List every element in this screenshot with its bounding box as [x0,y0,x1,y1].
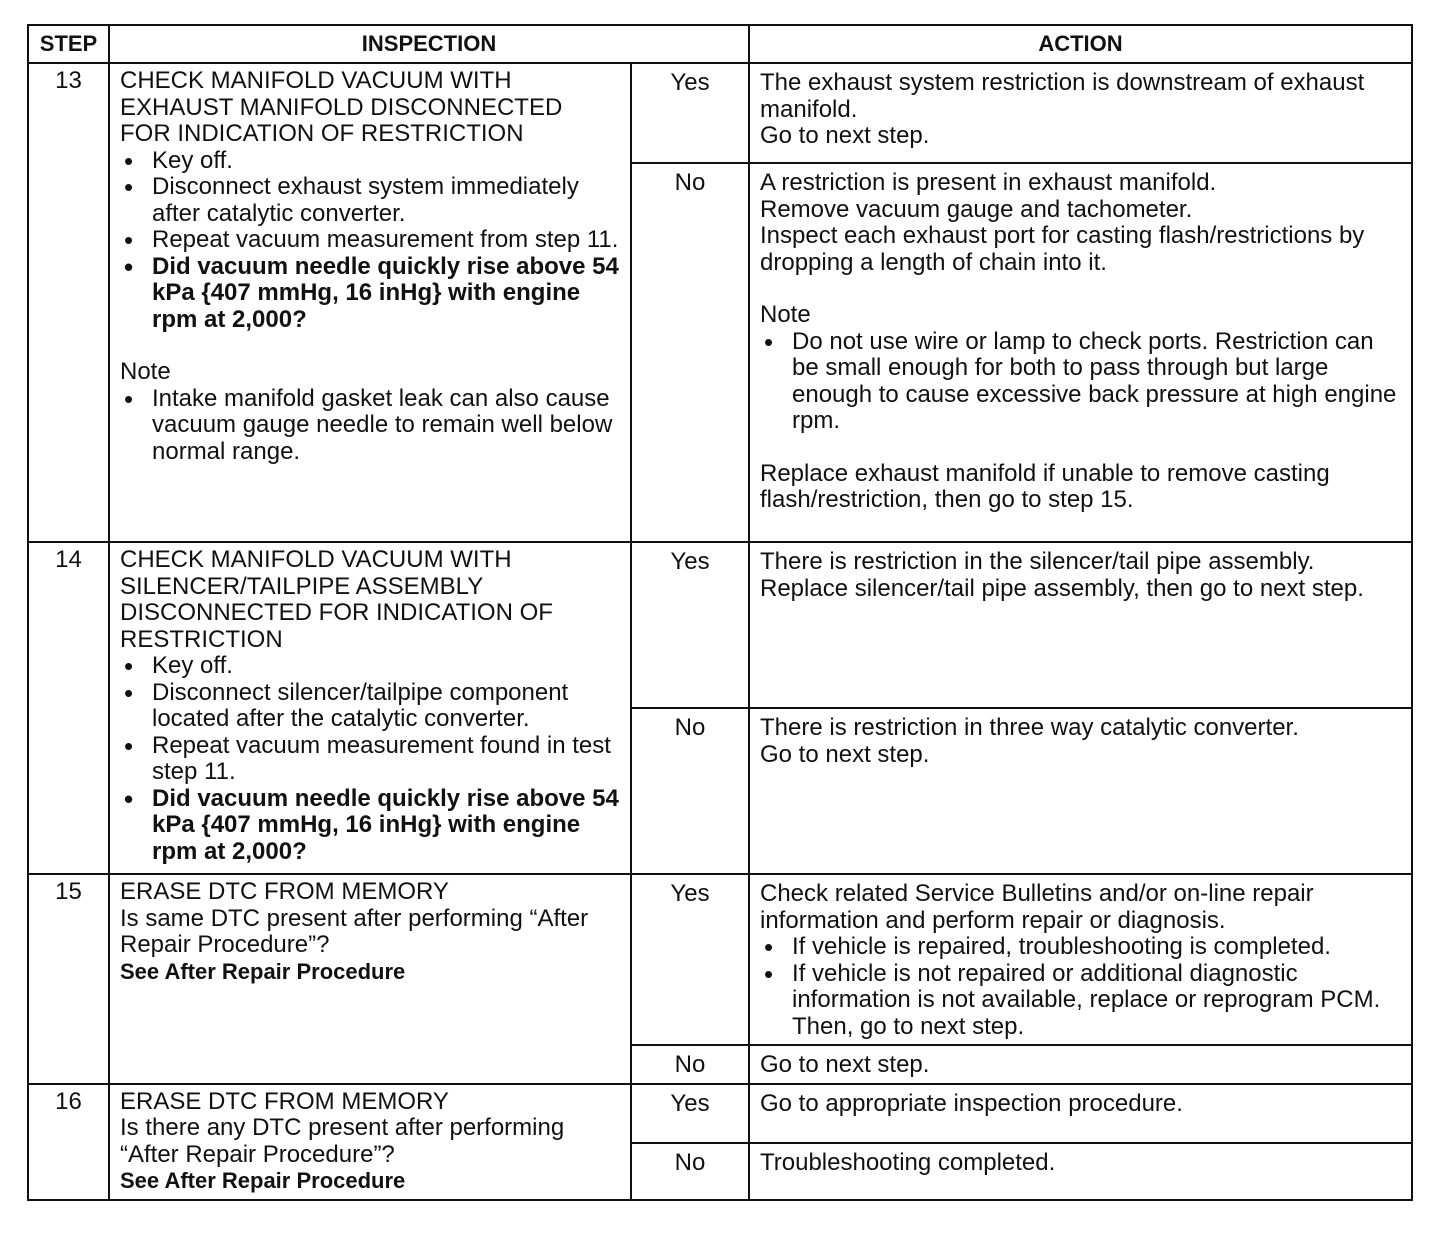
action-cell [749,542,1412,708]
inspection-title: RESTRICTION [120,625,283,653]
note-label: Note [760,301,811,328]
inspection-cell [109,874,631,1084]
note-label: Note [120,358,171,385]
inspection-bullets [120,148,622,334]
action-text: Replace exhaust manifold if unable to remove casting flash/restriction, then go to step 15. [760,459,1330,513]
step-number: 16 [28,1084,109,1200]
inspection-cell [109,1084,631,1200]
table-row [28,63,1412,163]
inspection-question: • Did vacuum needle quickly rise above 54 kPa {407 mmHg, 16 inHg} with engine rpm at 2,000? [120,786,622,866]
action-text: Inspect each exhaust port for casting flash/restrictions by dropping a length of chain into it. [760,222,1365,276]
inspection-cell [109,63,631,542]
action-text: Go to next step. [749,1045,1412,1084]
table-header-row [28,25,1412,63]
action-text: A restriction is present in exhaust manifold. [760,169,1217,196]
inspection-bullets [120,653,622,865]
inspection-title: CHECK MANIFOLD VACUUM WITH [120,546,512,573]
action-text: There is restriction in the silencer/tail pipe assembly. [760,548,1315,575]
bullet-item: • Key off. [120,148,622,175]
troubleshooting-table [27,24,1413,1201]
action-text: The exhaust system restriction is downstream of exhaust manifold. [760,69,1365,123]
bullet-item: • Disconnect exhaust system immediately after catalytic converter. [120,174,622,227]
table-row [28,542,1412,708]
header-action: ACTION [749,25,1412,63]
action-text: There is restriction in three way catalytic converter. [760,714,1299,741]
inspection-cell [109,542,631,874]
see-reference: See After Repair Procedure [120,958,406,984]
inspection-title: CHECK MANIFOLD VACUUM WITH [120,67,512,94]
action-text: Troubleshooting completed. [749,1143,1412,1200]
diagnostic-procedure-sheet [27,24,1411,1198]
action-cell [749,708,1412,874]
inspection-text: Is there any DTC present after performing “After Repair Procedure”? [120,1114,565,1168]
action-cell [749,63,1412,163]
inspection-text: Is same DTC present after performing “After Repair Procedure”? [120,904,589,958]
bullet-item: • Repeat vacuum measurement found in test step 11. [120,733,622,786]
answer-no: No [631,1045,749,1084]
answer-no: No [631,1143,749,1200]
inspection-title: DISCONNECTED FOR INDICATION OF [120,599,553,626]
answer-yes: Yes [631,63,749,163]
note-item: • Intake manifold gasket leak can also cause vacuum gauge needle to remain well below normal range. [120,386,622,466]
see-reference: See After Repair Procedure [120,1168,406,1193]
inspection-title: FOR INDICATION OF RESTRICTION [120,120,524,147]
note-bullets [120,386,622,466]
inspection-title: SILENCER/TAILPIPE ASSEMBLY [120,572,484,600]
table-row [28,874,1412,1045]
bullet-item: • Key off. [120,653,622,680]
header-step: STEP [28,25,109,63]
bullet-item: • Repeat vacuum measurement from step 11. [120,227,622,254]
answer-yes: Yes [631,542,749,708]
action-cell [749,163,1412,542]
inspection-title: ERASE DTC FROM MEMORY [120,878,449,905]
note-item: • Do not use wire or lamp to check ports. Restriction can be small enough for both to pass through but large enough to cause excessive back pressure at high engine rpm. [760,329,1401,435]
step-number: 13 [28,63,109,542]
action-text: Replace silencer/tail pipe assembly, then go to next step. [760,574,1364,602]
bullet-item: • Disconnect silencer/tailpipe component located after the catalytic converter. [120,680,622,733]
table-row [28,1084,1412,1143]
action-text: Check related Service Bulletins and/or on-line repair information and perform repair or diagnosis. [760,880,1314,934]
step-number: 14 [28,542,109,874]
step-number: 15 [28,874,109,1084]
inspection-title: ERASE DTC FROM MEMORY [120,1087,449,1115]
action-cell [749,874,1412,1045]
answer-yes: Yes [631,1084,749,1143]
bullet-item: • If vehicle is repaired, troubleshooting is completed. [760,934,1401,961]
action-text: Go to appropriate inspection procedure. [749,1084,1412,1143]
inspection-question: • Did vacuum needle quickly rise above 54 kPa {407 mmHg, 16 inHg} with engine rpm at 2,000? [120,254,622,334]
note-bullets [760,329,1401,435]
inspection-title: EXHAUST MANIFOLD DISCONNECTED [120,93,563,121]
header-inspection: INSPECTION [109,25,749,63]
action-bullets [760,934,1401,1040]
action-text: Remove vacuum gauge and tachometer. [760,195,1193,223]
action-text: Go to next step. [760,122,930,149]
bullet-item: • If vehicle is not repaired or additional diagnostic information is not available, replace or reprogram PCM. Then, go to next step. [760,961,1401,1041]
answer-no: No [631,708,749,874]
answer-yes: Yes [631,874,749,1045]
action-text: Go to next step. [760,740,930,768]
answer-no: No [631,163,749,542]
